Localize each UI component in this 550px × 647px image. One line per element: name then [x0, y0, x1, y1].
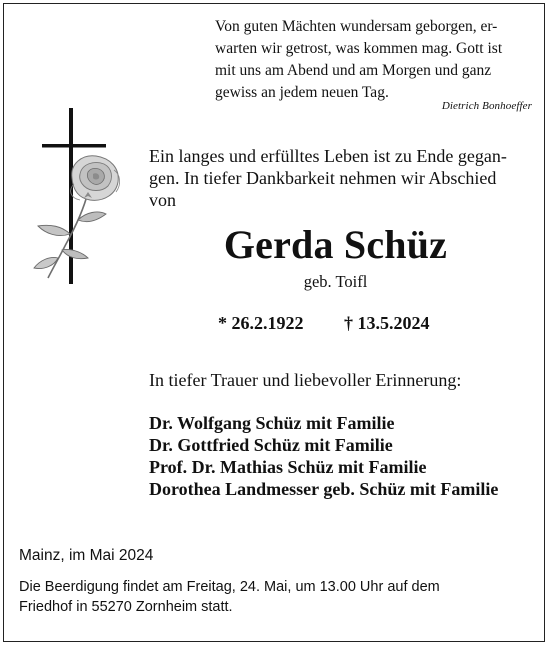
birth-date: * 26.2.1922	[218, 313, 304, 333]
quote-line: warten wir getrost, was kommen mag. Gott ist	[215, 40, 503, 57]
quote-line: Von guten Mächten wundersam geborgen, er-	[215, 18, 498, 35]
quote-author: Dietrich Bonhoeffer	[441, 100, 532, 112]
rose-leaf	[78, 212, 106, 222]
intro-line: gen. In tiefer Dankbarkeit nehmen wir Abschied	[149, 168, 497, 188]
family-member: Dr. Gottfried Schüz mit Familie	[149, 435, 393, 455]
funeral-info	[19, 577, 529, 617]
place-and-date: Mainz, im Mai 2024	[19, 547, 154, 564]
intro-line: Ein langes und erfülltes Leben ist zu Ende gegan-	[149, 146, 507, 166]
deceased-name: Gerda Schüz	[223, 222, 448, 267]
family-list	[149, 412, 498, 500]
quote-line: mit uns am Abend und am Morgen und ganz	[215, 62, 492, 79]
death-date: † 13.5.2024	[344, 313, 430, 333]
rose-blossom	[71, 156, 120, 201]
birth-name: geb. Toifl	[303, 272, 368, 291]
quote-line: gewiss an jedem neuen Tag.	[215, 84, 389, 101]
family-member: Prof. Dr. Mathias Schüz mit Familie	[149, 457, 427, 477]
intro-text	[149, 145, 539, 211]
cross-with-rose-icon	[30, 108, 126, 286]
family-member: Dorothea Landmesser geb. Schüz mit Familie	[149, 479, 499, 499]
rose-leaf	[38, 225, 70, 235]
bonhoeffer-quote	[215, 16, 533, 104]
rose-leaf	[62, 249, 88, 258]
intro-line: von	[149, 190, 176, 210]
cross-horizontal-beam	[42, 144, 106, 148]
family-member: Dr. Wolfgang Schüz mit Familie	[149, 413, 395, 433]
funeral-line: Friedhof in 55270 Zornheim statt.	[19, 599, 233, 615]
funeral-line: Die Beerdigung findet am Freitag, 24. Mai, um 13.00 Uhr auf dem	[19, 579, 440, 595]
mourning-line: In tiefer Trauer und liebevoller Erinnerung:	[149, 370, 462, 390]
